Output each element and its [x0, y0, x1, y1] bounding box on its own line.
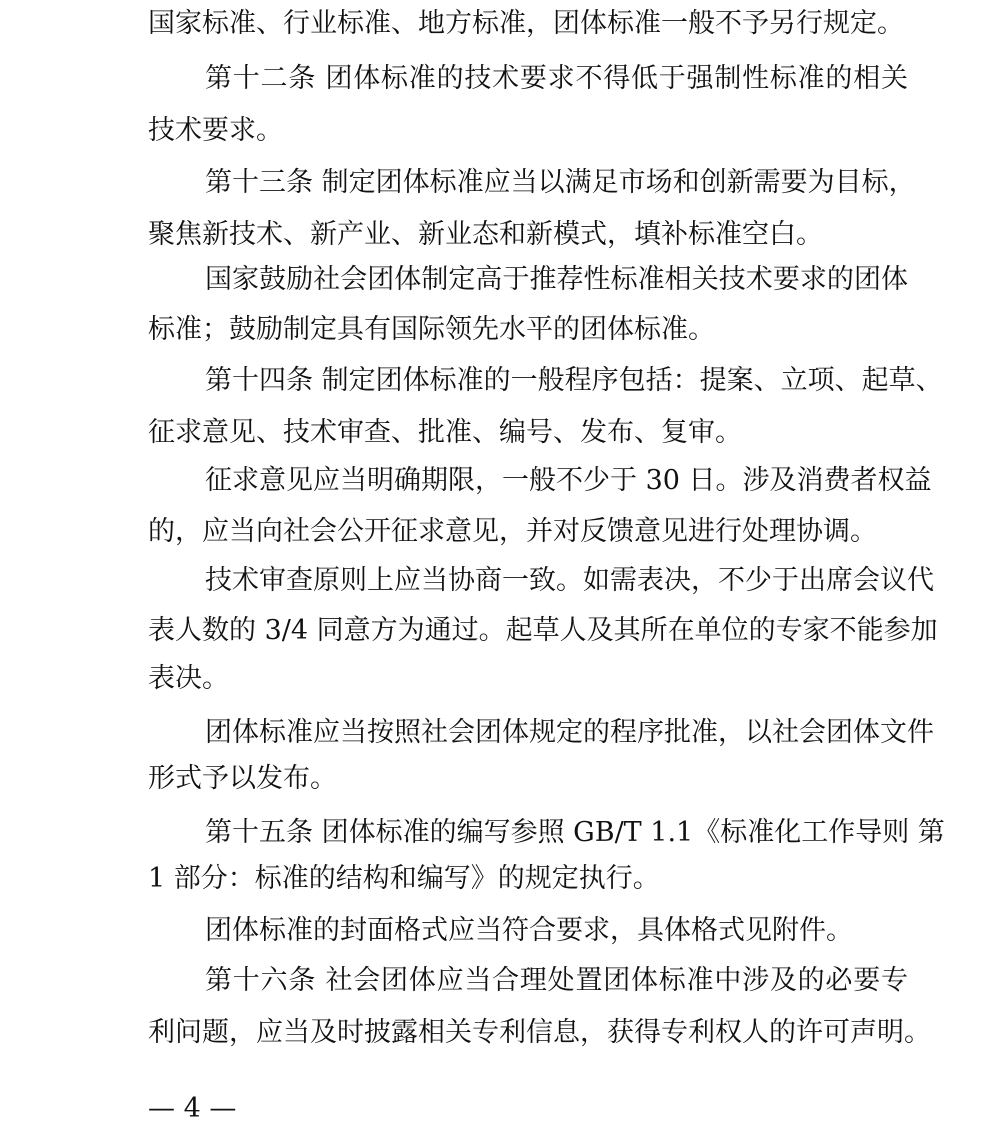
- article-13-line-2: 聚焦新技术、新产业、新业态和新模式，填补标准空白。: [148, 219, 823, 250]
- article-16-line-2: 利问题，应当及时披露相关专利信息，获得专利权人的许可声明。: [148, 1017, 931, 1048]
- article-13-line-1: 第十三条 制定团体标准应当以满足市场和创新需要为目标，: [205, 167, 916, 198]
- paragraph-approval-line-2: 形式予以发布。: [148, 763, 337, 794]
- paragraph-review-line-2: 表人数的 3/4 同意方为通过。起草人及其所在单位的专家不能参加: [148, 615, 938, 646]
- paragraph-encourage-line-2: 标准；鼓励制定具有国际领先水平的团体标准。: [148, 314, 715, 345]
- article-12-line-2: 技术要求。: [148, 115, 283, 146]
- article-15-line-1: 第十五条 团体标准的编写参照 GB/T 1.1《标准化工作导则 第: [205, 817, 945, 848]
- page-number: — 4 —: [148, 1093, 237, 1124]
- paragraph-cover-format: 团体标准的封面格式应当符合要求，具体格式见附件。: [205, 915, 853, 946]
- paragraph-approval-line-1: 团体标准应当按照社会团体规定的程序批准，以社会团体文件: [205, 717, 934, 748]
- paragraph-review-line-3: 表决。: [148, 663, 229, 694]
- paragraph-comments-line-2: 的，应当向社会公开征求意见，并对反馈意见进行处理协调。: [148, 516, 877, 547]
- article-15-line-2: 1 部分：标准的结构和编写》的规定执行。: [148, 863, 660, 894]
- article-14-line-1: 第十四条 制定团体标准的一般程序包括：提案、立项、起草、: [205, 365, 943, 396]
- article-14-line-2: 征求意见、技术审查、批准、编号、发布、复审。: [148, 417, 742, 448]
- text-line-1: 国家标准、行业标准、地方标准，团体标准一般不予另行规定。: [148, 8, 904, 39]
- article-16-line-1: 第十六条 社会团体应当合理处置团体标准中涉及的必要专: [205, 965, 908, 996]
- paragraph-comments-line-1: 征求意见应当明确期限，一般不少于 30 日。涉及消费者权益: [205, 465, 932, 496]
- article-12-line-1: 第十二条 团体标准的技术要求不得低于强制性标准的相关: [205, 63, 908, 94]
- paragraph-encourage-line-1: 国家鼓励社会团体制定高于推荐性标准相关技术要求的团体: [205, 264, 908, 295]
- paragraph-review-line-1: 技术审查原则上应当协商一致。如需表决，不少于出席会议代: [205, 565, 934, 596]
